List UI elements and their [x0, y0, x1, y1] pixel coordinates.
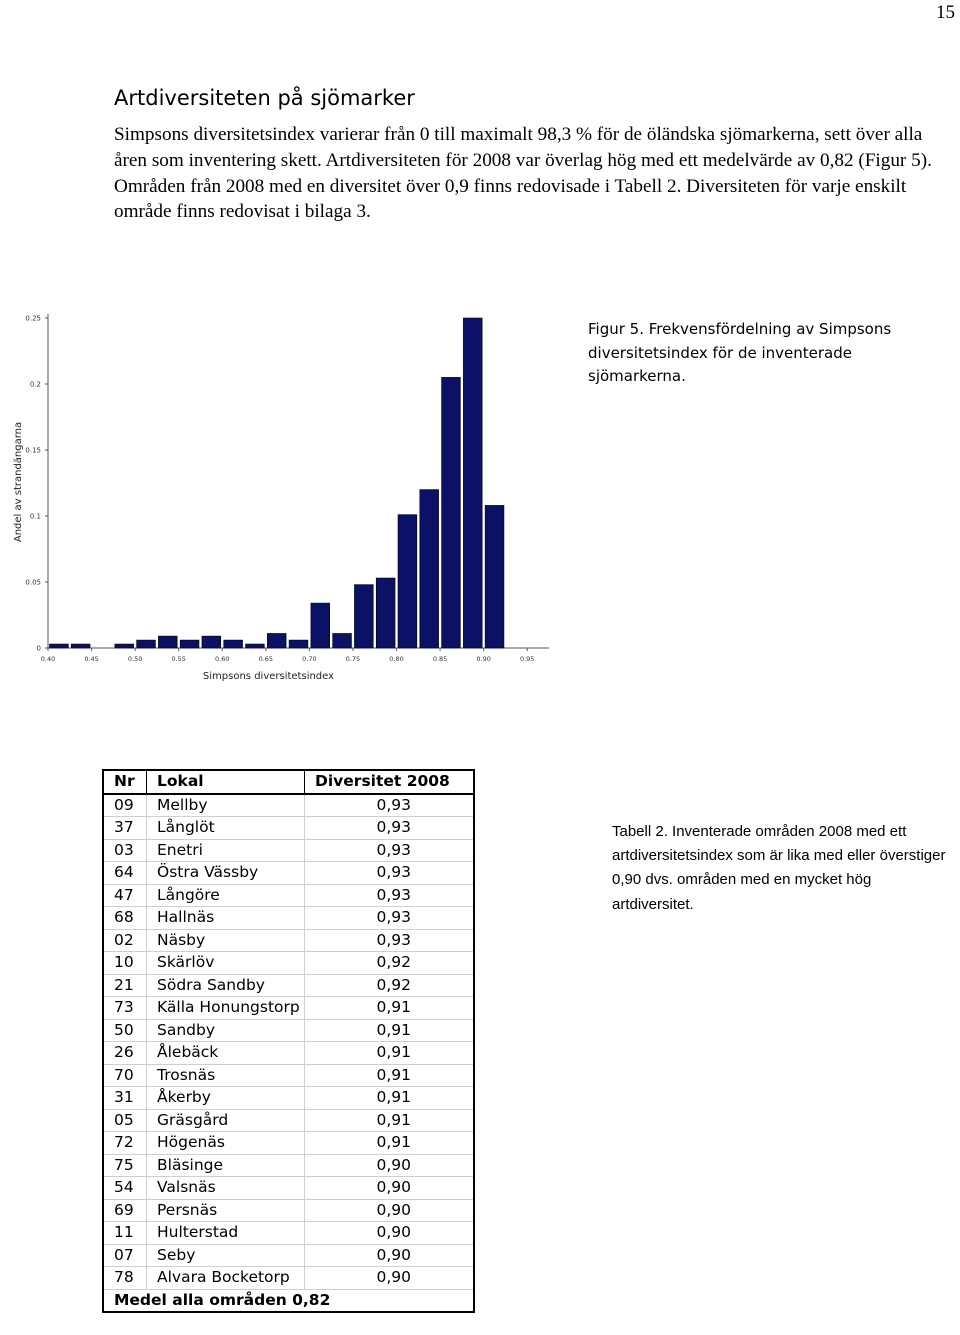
table-row [103, 1154, 474, 1177]
cell-nr: 69 [103, 1199, 147, 1222]
cell-lokal: Valsnäs [147, 1177, 305, 1200]
cell-diversitet: 0,91 [305, 1109, 475, 1132]
cell-nr: 05 [103, 1109, 147, 1132]
cell-diversitet: 0,90 [305, 1222, 475, 1245]
cell-nr: 09 [103, 794, 147, 817]
x-tick-label: 0.65 [258, 655, 274, 663]
histogram-bar [115, 644, 134, 648]
page-number: 15 [936, 2, 955, 23]
table-row [103, 1087, 474, 1110]
y-axis-title: Andel av strandängarna [13, 421, 24, 543]
x-axis-title: Simpsons diversitetsindex [202, 671, 335, 682]
cell-lokal: Hallnäs [147, 907, 305, 930]
cell-lokal: Högenäs [147, 1132, 305, 1155]
cell-lokal: Östra Vässby [147, 862, 305, 885]
histogram-chart [4, 304, 560, 700]
cell-diversitet: 0,93 [305, 884, 475, 907]
table-row [103, 1132, 474, 1155]
x-tick-label: 0.40 [40, 655, 56, 663]
cell-nr: 02 [103, 929, 147, 952]
y-tick-label: 0 [36, 644, 41, 653]
histogram-bar [420, 490, 439, 648]
table-row [103, 1064, 474, 1087]
table-row [103, 929, 474, 952]
cell-nr: 07 [103, 1244, 147, 1267]
cell-nr: 73 [103, 997, 147, 1020]
cell-diversitet: 0,90 [305, 1154, 475, 1177]
cell-lokal: Persnäs [147, 1199, 305, 1222]
table-row [103, 1244, 474, 1267]
histogram-bar [333, 633, 352, 648]
table-caption: Tabell 2. Inventerade områden 2008 med ett artdiversitetsindex som är lika med eller överstiger 0,90 dvs. områden med en mycket hög artdiversitet. [612, 823, 946, 913]
cell-diversitet: 0,91 [305, 1042, 475, 1065]
cell-nr: 72 [103, 1132, 147, 1155]
cell-diversitet: 0,91 [305, 997, 475, 1020]
table-row [103, 1019, 474, 1042]
table-row [103, 907, 474, 930]
cell-lokal: Hulterstad [147, 1222, 305, 1245]
table-footer-mean: Medel alla områden 0,82 [103, 1289, 474, 1312]
histogram-bar [246, 644, 265, 648]
table-row [103, 1199, 474, 1222]
table-row [103, 839, 474, 862]
cell-lokal: Åkerby [147, 1087, 305, 1110]
histogram-bar [354, 585, 373, 648]
header-nr: Nr [103, 770, 147, 794]
cell-lokal: Gräsgård [147, 1109, 305, 1132]
cell-lokal: Ålebäck [147, 1042, 305, 1065]
table-row [103, 794, 474, 817]
histogram-bar [180, 640, 199, 648]
table-header-row [103, 770, 474, 794]
cell-diversitet: 0,92 [305, 974, 475, 997]
cell-lokal: Bläsinge [147, 1154, 305, 1177]
cell-diversitet: 0,92 [305, 952, 475, 975]
histogram-bar [50, 644, 69, 648]
table-row [103, 884, 474, 907]
table-row [103, 1222, 474, 1245]
x-tick-label: 0.85 [432, 655, 448, 663]
cell-lokal: Långlöt [147, 817, 305, 840]
cell-nr: 54 [103, 1177, 147, 1200]
cell-nr: 70 [103, 1064, 147, 1087]
histogram-bar [485, 505, 504, 648]
y-tick-label: 0.25 [25, 314, 41, 323]
cell-lokal: Sandby [147, 1019, 305, 1042]
histogram-bar [137, 640, 156, 648]
histogram-bar [224, 640, 243, 648]
figure-caption: Figur 5. Frekvensfördelning av Simpsons diversitetsindex för de inventerade sjömarkerna. [588, 320, 892, 385]
table-row [103, 974, 474, 997]
y-tick-label: 0.1 [29, 512, 41, 521]
cell-nr: 64 [103, 862, 147, 885]
header-lokal: Lokal [147, 770, 305, 794]
cell-lokal: Alvara Bocketorp [147, 1267, 305, 1290]
header-diversitet: Diversitet 2008 [305, 770, 475, 794]
cell-diversitet: 0,93 [305, 862, 475, 885]
diversity-table [102, 769, 475, 1313]
histogram-bar [267, 633, 286, 648]
section-heading: Artdiversiteten på sjömarker [114, 86, 415, 110]
cell-diversitet: 0,91 [305, 1132, 475, 1155]
x-tick-label: 0.75 [345, 655, 361, 663]
histogram-bar [398, 515, 417, 648]
cell-lokal: Skärlöv [147, 952, 305, 975]
cell-lokal: Södra Sandby [147, 974, 305, 997]
cell-lokal: Källa Honungstorp [147, 997, 305, 1020]
cell-nr: 37 [103, 817, 147, 840]
cell-lokal: Trosnäs [147, 1064, 305, 1087]
cell-diversitet: 0,90 [305, 1244, 475, 1267]
histogram-bar [442, 377, 461, 648]
cell-nr: 21 [103, 974, 147, 997]
x-tick-label: 0.90 [476, 655, 491, 663]
table-row [103, 997, 474, 1020]
table-row [103, 817, 474, 840]
table-row [103, 862, 474, 885]
table-row [103, 1267, 474, 1290]
cell-diversitet: 0,93 [305, 817, 475, 840]
table-row [103, 1109, 474, 1132]
histogram-bar [158, 636, 177, 648]
y-tick-label: 0.15 [25, 446, 41, 455]
x-tick-label: 0.80 [389, 655, 404, 663]
table-row [103, 1042, 474, 1065]
y-tick-label: 0.05 [25, 578, 41, 587]
histogram-bar [71, 644, 90, 648]
cell-nr: 75 [103, 1154, 147, 1177]
cell-nr: 31 [103, 1087, 147, 1110]
cell-nr: 11 [103, 1222, 147, 1245]
cell-diversitet: 0,90 [305, 1177, 475, 1200]
cell-diversitet: 0,93 [305, 907, 475, 930]
cell-nr: 78 [103, 1267, 147, 1290]
cell-nr: 26 [103, 1042, 147, 1065]
cell-lokal: Seby [147, 1244, 305, 1267]
cell-nr: 47 [103, 884, 147, 907]
cell-diversitet: 0,90 [305, 1199, 475, 1222]
cell-lokal: Näsby [147, 929, 305, 952]
cell-diversitet: 0,91 [305, 1087, 475, 1110]
cell-lokal: Långöre [147, 884, 305, 907]
body-paragraph: Simpsons diversitetsindex varierar från 0 till maximalt 98,3 % för de öländska sjömarkerna, sett över alla åren som inventering skett. Artdiversiteten för 2008 var överlag hög med ett medelvärde av 0,82 (Figur 5). Områden från 2008 med en diversitet över 0,9 finns redovisade i Tabell 2. Diversiteten för varje enskilt område finns redovisat i bilaga 3. [114, 124, 932, 223]
cell-lokal: Mellby [147, 794, 305, 817]
cell-nr: 03 [103, 839, 147, 862]
x-tick-label: 0.55 [171, 655, 186, 663]
x-tick-label: 0.50 [127, 655, 143, 663]
cell-diversitet: 0,91 [305, 1064, 475, 1087]
x-tick-label: 0.70 [302, 655, 317, 663]
histogram-bar [463, 318, 482, 648]
histogram-svg [4, 304, 560, 700]
y-tick-label: 0.2 [29, 380, 41, 389]
cell-diversitet: 0,93 [305, 929, 475, 952]
cell-nr: 10 [103, 952, 147, 975]
histogram-bar [311, 603, 330, 648]
cell-diversitet: 0,93 [305, 794, 475, 817]
cell-lokal: Enetri [147, 839, 305, 862]
histogram-bar [289, 640, 308, 648]
histogram-bar [376, 578, 395, 648]
table-footer-row [103, 1289, 474, 1312]
cell-diversitet: 0,93 [305, 839, 475, 862]
cell-diversitet: 0,91 [305, 1019, 475, 1042]
cell-diversitet: 0,90 [305, 1267, 475, 1290]
table-row [103, 1177, 474, 1200]
cell-nr: 68 [103, 907, 147, 930]
cell-nr: 50 [103, 1019, 147, 1042]
table-row [103, 952, 474, 975]
x-tick-label: 0.95 [519, 655, 535, 663]
histogram-bar [202, 636, 221, 648]
x-tick-label: 0.45 [84, 655, 99, 663]
x-tick-label: 0.60 [215, 655, 230, 663]
